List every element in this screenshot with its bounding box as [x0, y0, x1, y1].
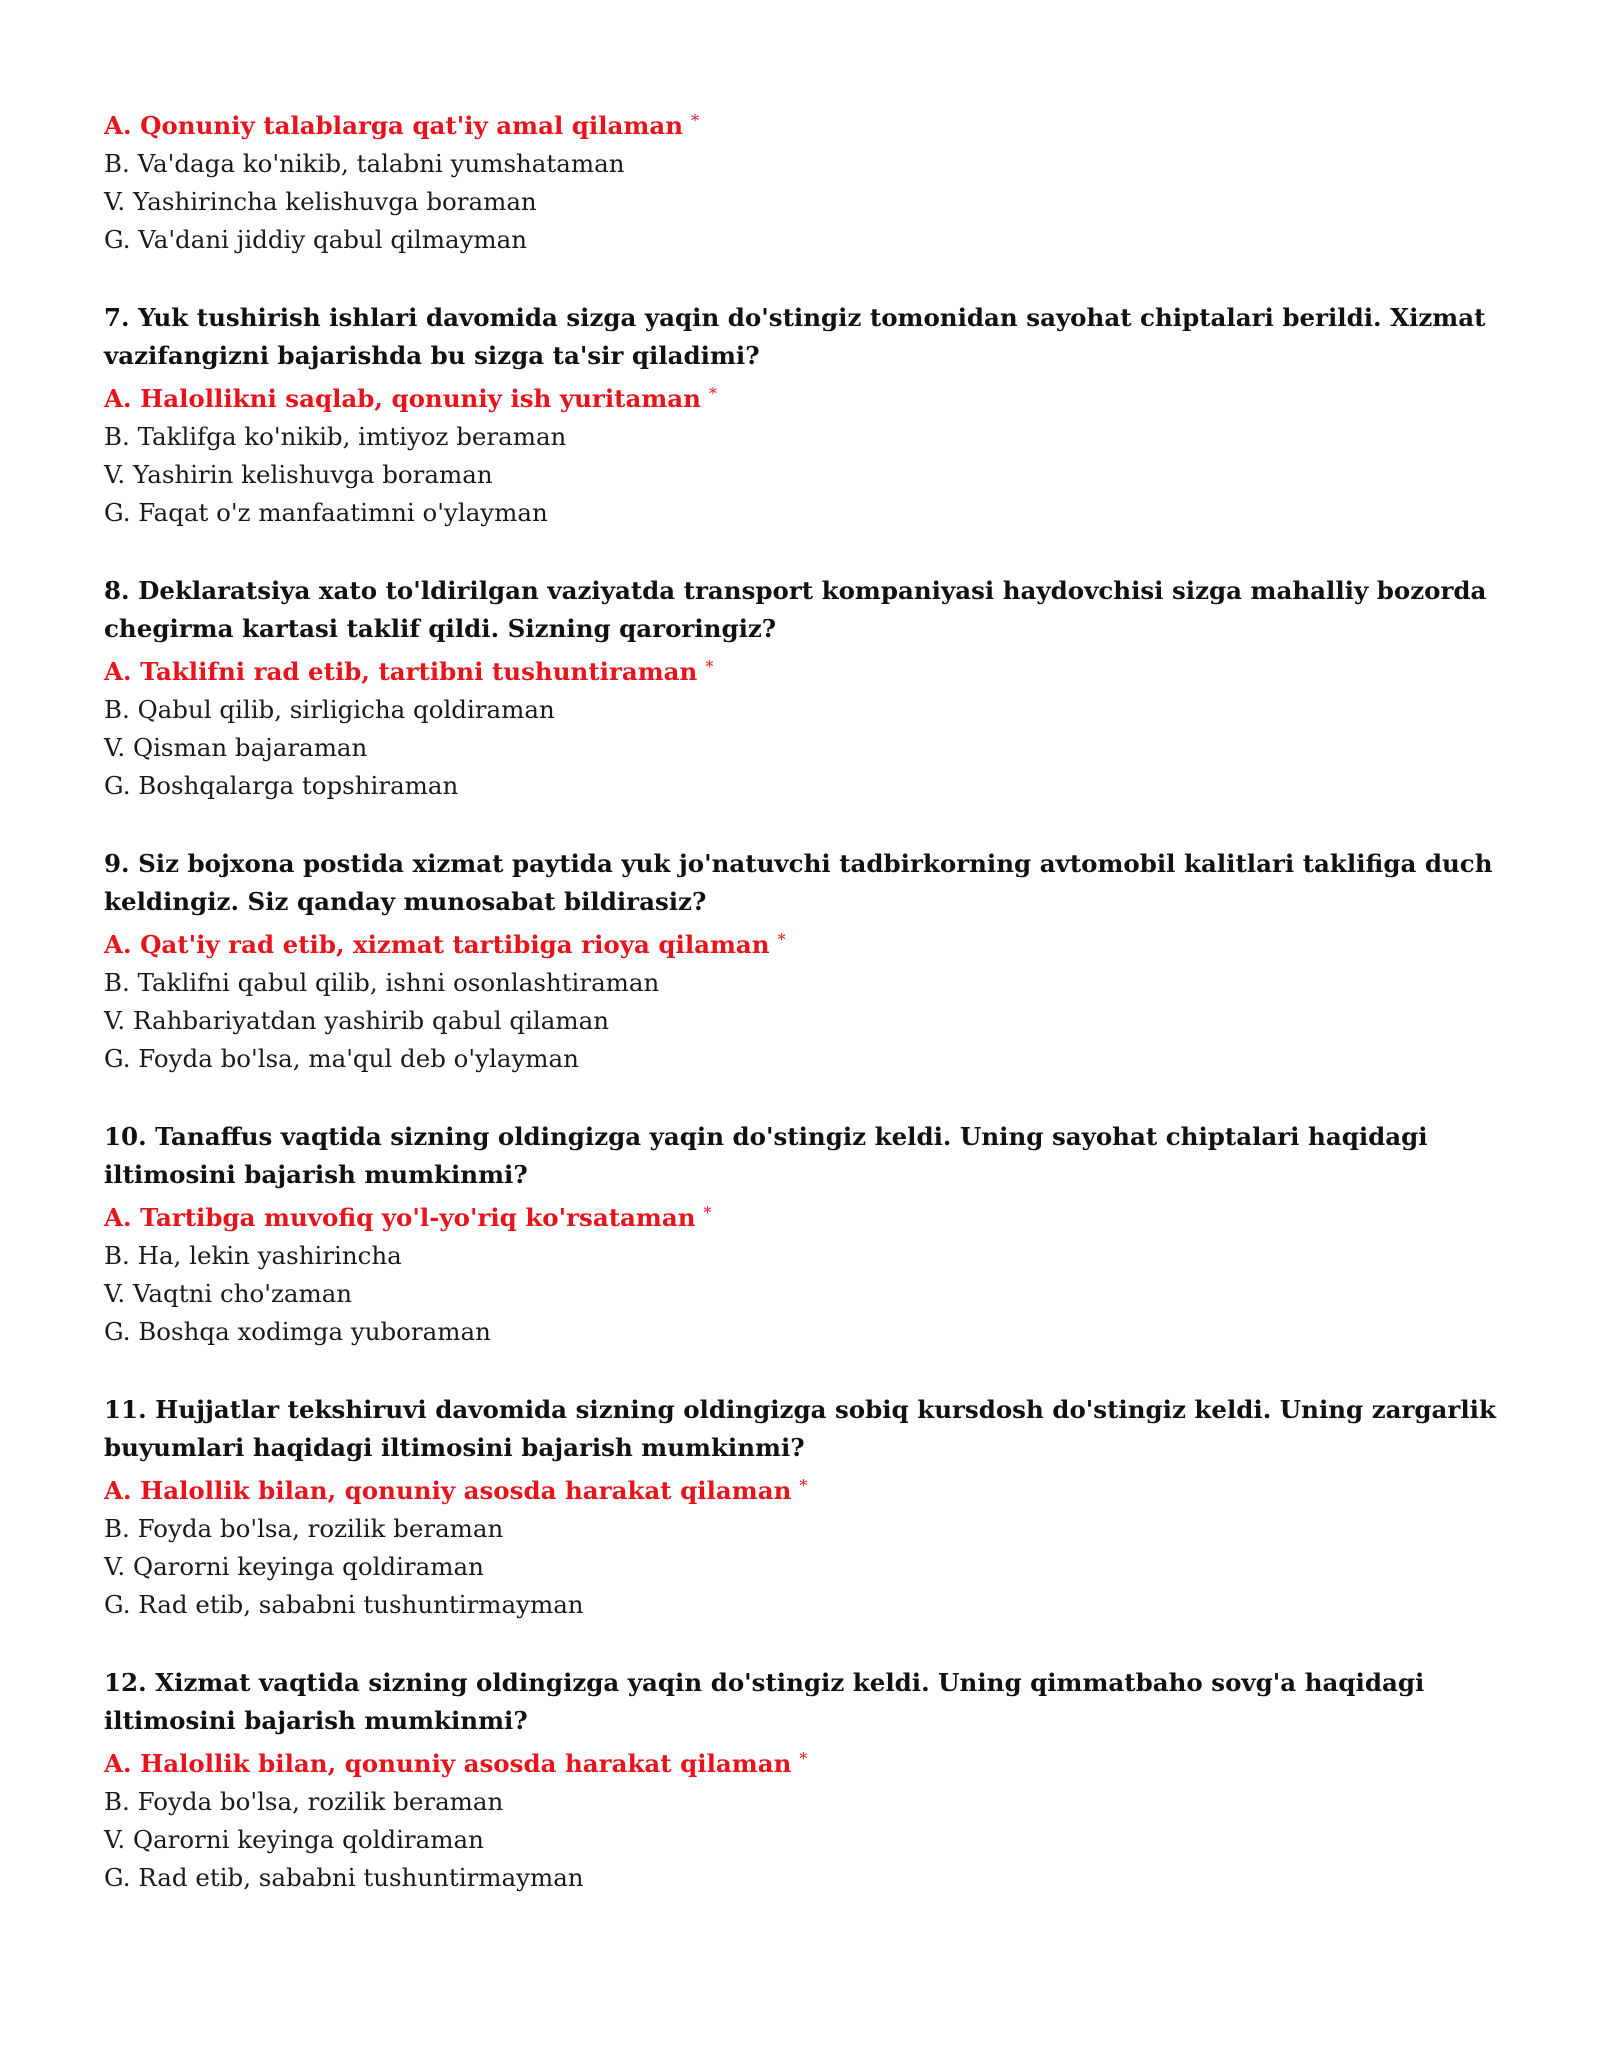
correct-mark: *: [777, 930, 786, 949]
option-text: A. Halollik bilan, qonuniy asosda harakat qilaman: [104, 1476, 792, 1505]
option-text: A. Halollik bilan, qonuniy asosda harakat qilaman: [104, 1749, 792, 1778]
option-text: A. Taklifni rad etib, tartibni tushuntiraman: [104, 657, 698, 686]
answer-option-correct: [104, 1740, 1504, 1783]
answer-option-correct: [104, 102, 1504, 145]
correct-mark: *: [703, 1203, 712, 1222]
answer-option: B. Foyda bo'lsa, rozilik beraman: [104, 1514, 504, 1543]
correct-mark: *: [691, 111, 700, 130]
question-block-10: [104, 1118, 1504, 1351]
spacer: [104, 532, 1504, 572]
answer-option: V. Qarorni keyinga qoldiraman: [104, 1825, 484, 1854]
answer-option: G. Boshqalarga topshiraman: [104, 771, 459, 800]
answer-option: V. Qarorni keyinga qoldiraman: [104, 1552, 484, 1581]
question-text: 12. Xizmat vaqtida sizning oldingizga yaqin do'stingiz keldi. Uning qimmatbaho sovg'a haqidagi iltimosini bajarish mumkinmi?: [104, 1668, 1425, 1735]
option-text: A. Halollikni saqlab, qonuniy ish yuritaman: [104, 384, 701, 413]
option-text: A. Qat'iy rad etib, xizmat tartibiga rioya qilaman: [104, 930, 770, 959]
question-block-7: [104, 299, 1504, 532]
answer-option: V. Yashirincha kelishuvga boraman: [104, 187, 537, 216]
answer-option: G. Foyda bo'lsa, ma'qul deb o'ylayman: [104, 1044, 579, 1073]
answer-option-correct: [104, 1467, 1504, 1510]
option-text: A. Tartibga muvofiq yo'l-yo'riq ko'rsataman: [104, 1203, 696, 1232]
question-text: 9. Siz bojxona postida xizmat paytida yuk jo'natuvchi tadbirkorning avtomobil kalitlari taklifiga duch keldingiz. Siz qanday munosabat bildirasiz?: [104, 849, 1493, 916]
answer-option: G. Boshqa xodimga yuboraman: [104, 1317, 491, 1346]
answer-option: B. Qabul qilib, sirligicha qoldiraman: [104, 695, 555, 724]
answer-option: V. Qisman bajaraman: [104, 733, 368, 762]
spacer: [104, 1078, 1504, 1118]
answer-option: G. Faqat o'z manfaatimni o'ylayman: [104, 498, 548, 527]
option-text: A. Qonuniy talablarga qat'iy amal qilaman: [104, 111, 684, 140]
quiz-content: [104, 102, 1504, 1897]
answer-option-correct: [104, 375, 1504, 418]
question-text: 10. Tanaffus vaqtida sizning oldingizga yaqin do'stingiz keldi. Uning sayohat chiptalari haqidagi iltimosini bajarish mumkinmi?: [104, 1122, 1428, 1189]
question-text: 8. Deklaratsiya xato to'ldirilgan vaziyatda transport kompaniyasi haydovchisi sizga mahalliy bozorda chegirma kartasi taklif qildi. Sizning qaroringiz?: [104, 576, 1487, 643]
question-block-12: [104, 1664, 1504, 1897]
answer-option: V. Rahbariyatdan yashirib qabul qilaman: [104, 1006, 609, 1035]
answer-option-correct: [104, 648, 1504, 691]
spacer: [104, 259, 1504, 299]
question-block-8: [104, 572, 1504, 805]
correct-mark: *: [708, 384, 717, 403]
correct-mark: *: [705, 657, 714, 676]
answer-option: B. Taklifga ko'nikib, imtiyoz beraman: [104, 422, 567, 451]
answer-option: G. Rad etib, sababni tushuntirmayman: [104, 1863, 584, 1892]
question-block-11: [104, 1391, 1504, 1624]
spacer: [104, 805, 1504, 845]
answer-option: B. Va'daga ko'nikib, talabni yumshataman: [104, 149, 625, 178]
answer-option: V. Yashirin kelishuvga boraman: [104, 460, 493, 489]
question-text: 7. Yuk tushirish ishlari davomida sizga yaqin do'stingiz tomonidan sayohat chiptalari berildi. Xizmat vazifangizni bajarishda bu sizga ta'sir qiladimi?: [104, 303, 1486, 370]
correct-mark: *: [799, 1749, 808, 1768]
correct-mark: *: [799, 1476, 808, 1495]
answer-option: B. Foyda bo'lsa, rozilik beraman: [104, 1787, 504, 1816]
answer-option: V. Vaqtni cho'zaman: [104, 1279, 353, 1308]
spacer: [104, 1351, 1504, 1391]
answer-option: G. Va'dani jiddiy qabul qilmayman: [104, 225, 528, 254]
answer-option: G. Rad etib, sababni tushuntirmayman: [104, 1590, 584, 1619]
answer-option: B. Taklifni qabul qilib, ishni osonlashtiraman: [104, 968, 660, 997]
spacer: [104, 1624, 1504, 1664]
answer-option: B. Ha, lekin yashirincha: [104, 1241, 402, 1270]
question-text: 11. Hujjatlar tekshiruvi davomida sizning oldingizga sobiq kursdosh do'stingiz keldi. Uning zargarlik buyumlari haqidagi iltimosini bajarish mumkinmi?: [104, 1395, 1496, 1462]
question-block-6: [104, 102, 1504, 259]
answer-option-correct: [104, 921, 1504, 964]
question-block-9: [104, 845, 1504, 1078]
answer-option-correct: [104, 1194, 1504, 1237]
